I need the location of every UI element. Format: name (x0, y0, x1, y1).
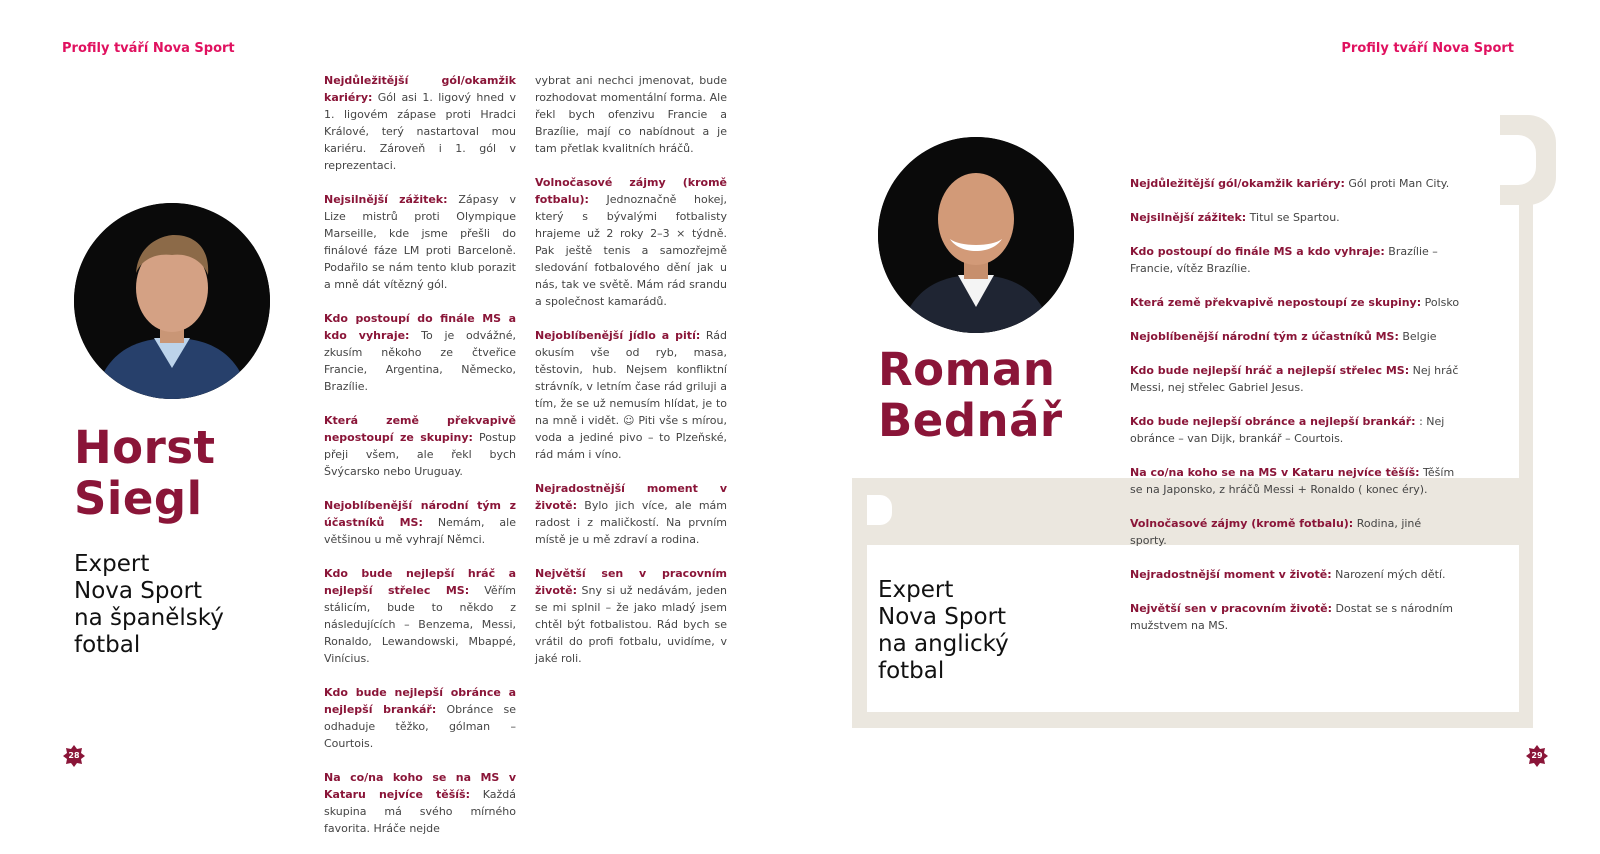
page-number-text: 29 (1531, 751, 1543, 760)
last-name: Bednář (878, 394, 1063, 447)
profile-name-left (74, 422, 216, 524)
answer: Věřím stálicím, bude to někdo z následujících – Benzema, Messi, Ronaldo, Lewandowski, Mbappé, Vinícius. (324, 584, 516, 665)
page-number-left (63, 745, 85, 767)
qa-item (324, 684, 516, 752)
roman-bednar-portrait (878, 137, 1074, 333)
question: Nejoblíbenější národní tým z účastníků MS: (1130, 330, 1399, 343)
role-line: Nova Sport (878, 604, 1007, 630)
interview-column-1 (324, 72, 516, 854)
question: Nejoblíbenější národní tým z účastníků MS: (324, 499, 516, 529)
question: Kdo bude nejlepší hráč a nejlepší střelec MS: (1130, 364, 1410, 377)
first-name: Horst (74, 421, 216, 474)
question: Kdo postoupí do finále MS a kdo vyhraje: (1130, 245, 1385, 258)
qa-item (1130, 362, 1460, 396)
answer: : Nej obránce – van Dijk, brankář – Courtois. (1130, 415, 1445, 445)
question: Kdo bude nejlepší obránce a nejlepší brankář: (1130, 415, 1416, 428)
qa-item (535, 480, 727, 548)
answer: Obránce se odhaduje těžko, gólman – Courtois. (324, 703, 517, 750)
profile-role-right (878, 577, 1009, 685)
interview-list-right (1130, 175, 1460, 651)
first-name: Roman (878, 343, 1056, 396)
role-line: fotbal (878, 658, 945, 684)
qa-item (1130, 600, 1460, 634)
page-number-right (1526, 745, 1548, 767)
role-line: Expert (74, 551, 150, 577)
answer: Gól proti Man City. (1344, 177, 1450, 190)
answer: vybrat ani nechci jmenovat, bude rozhodovat momentální forma. Ale řekl bych ofenzivu Francie a Brazílie, mají co nabídnout a je tam přetlak kvalitních hráčů. (535, 74, 727, 155)
answer: Nemám, ale většinou u mě vyhrají Němci. (324, 516, 516, 546)
answer: Zápasy v Lize mistrů proti Olympique Marseille, kde jsme přešli do finálové fáze LM proti Barceloně. Podařilo se nám tento klub porazit a mně dát vítězný gól. (324, 193, 516, 291)
horst-siegl-portrait (74, 203, 270, 399)
page-number-text: 28 (68, 751, 80, 760)
answer: Polsko (1421, 296, 1460, 309)
answer: Rád okusím vše od ryb, masa, těstovin, hub. Nejsem konfliktní strávník, v letním čase rád griluji a tím, že se už nemusím hlídat, je to na mně i vidět. ☺ Piti vše s mírou, voda a jediné pivo – to Plzeňské, rád mám i víno. (535, 329, 727, 461)
section-header-right: Profily tváří Nova Sport (1341, 41, 1514, 56)
answer: Bylo jich více, ale mám radost i z maličkostí. Na prvním místě je u mě zdraví a rodina. (535, 499, 727, 546)
qa-item (1130, 294, 1460, 311)
qa-item (535, 72, 727, 157)
answer: Brazílie – Francie, vítěz Brazílie. (1130, 245, 1438, 275)
question: Která země překvapivě nepostoupí ze skupiny: (1130, 296, 1422, 309)
qa-item (1130, 243, 1460, 277)
role-line: na anglický (878, 631, 1009, 657)
frame-corner-cutout (867, 495, 892, 525)
qa-item (1130, 464, 1460, 498)
question: Největší sen v pracovním životě: (1130, 602, 1333, 615)
answer: Belgie (1398, 330, 1437, 343)
qa-item (324, 310, 516, 395)
role-line: fotbal (74, 632, 141, 658)
section-header-left: Profily tváří Nova Sport (62, 41, 235, 56)
answer: Rodina, jiné sporty. (1130, 517, 1422, 547)
qa-item (1130, 328, 1460, 345)
qa-item (324, 191, 516, 293)
answer: To je odvážné, zkusím někoho ze čtveřice Francie, Argentina, Německo, Brazílie. (324, 329, 516, 393)
qa-item (324, 769, 516, 837)
answer: Těším se na Japonsko, z hráčů Messi + Ronaldo ( konec éry). (1130, 466, 1455, 496)
role-line: Nova Sport (74, 578, 203, 604)
qa-item (1130, 175, 1460, 192)
question: Kdo bude nejlepší obránce a nejlepší brankář: (324, 686, 516, 716)
qa-item (535, 565, 727, 667)
profile-name-right (878, 344, 1063, 446)
answer: Gól asi 1. ligový hned v 1. ligovém zápase proti Hradci Králové, terý nastartoval mou kariéru. Zároveň i 1. gól v reprezentaci. (324, 91, 516, 172)
question: Nejradostnější moment v životě: (535, 482, 727, 512)
qa-item (535, 327, 727, 463)
question: Nejsilnější zážitek: (1130, 211, 1247, 224)
answer: Titul se Spartou. (1246, 211, 1340, 224)
question: Kdo bude nejlepší hráč a nejlepší střelec MS: (324, 567, 516, 597)
question: Nejoblíbenější jídlo a pití: (535, 329, 701, 342)
question: Na co/na koho se na MS v Kataru nejvíce těšíš: (324, 771, 516, 801)
qa-item (1130, 515, 1460, 549)
question: Nejdůležitější gól/okamžik kariéry: (324, 74, 516, 104)
frame-right-bar (1519, 118, 1533, 728)
profile-role-left (74, 551, 224, 659)
question: Nejdůležitější gól/okamžik kariéry: (1130, 177, 1345, 190)
answer: Jednoznačně hokej, který s bývalými fotbalisty hrajeme už 2 roky 2–3 × týdně. Pak ještě tenis a samozřejmě sledování fotbalového dění jak u nás, tak ve světě. Mám rád srandu a společnost kamarádů. (535, 193, 727, 308)
interview-column-2 (535, 72, 727, 684)
answer: Narození mých dětí. (1331, 568, 1446, 581)
question: Volnočasové zájmy (kromě fotbalu): (1130, 517, 1354, 530)
answer: Sny si už nedávám, jeden se mi splnil – že jako mladý jsem chtěl být fotbalistou. Rád bych se vrátil do profi fotbalu, uvidíme, v jaké roli. (535, 584, 727, 665)
qa-item (324, 497, 516, 548)
qa-item (535, 174, 727, 310)
role-line: na španělský (74, 605, 224, 631)
answer: Dostat se s národním mužstvem na MS. (1130, 602, 1453, 632)
qa-item (324, 72, 516, 174)
question: Největší sen v pracovním životě: (535, 567, 727, 597)
question: Nejsilnější zážitek: (324, 193, 448, 206)
question: Na co/na koho se na MS v Kataru nejvíce těšíš: (1130, 466, 1420, 479)
question: Nejradostnější moment v životě: (1130, 568, 1332, 581)
question: Volnočasové zájmy (kromě fotbalu): (535, 176, 727, 206)
frame-top-ornament-cutout (1500, 135, 1536, 185)
last-name: Siegl (74, 472, 203, 525)
qa-item (1130, 209, 1460, 226)
question: Která země překvapivě nepostoupí ze skupiny: (324, 414, 516, 444)
qa-item (1130, 413, 1460, 447)
role-line: Expert (878, 577, 954, 603)
answer: Nej hráč Messi, nej střelec Gabriel Jesus. (1130, 364, 1459, 394)
answer: Každá skupina má svého mírného favorita. Hráče nejde (324, 788, 516, 835)
qa-item (1130, 566, 1460, 583)
question: Kdo postoupí do finále MS a kdo vyhraje: (324, 312, 516, 342)
qa-item (324, 565, 516, 667)
qa-item (324, 412, 516, 480)
answer: Postup přeji všem, ale řekl bych Švýcarsko nebo Uruguay. (324, 431, 517, 478)
